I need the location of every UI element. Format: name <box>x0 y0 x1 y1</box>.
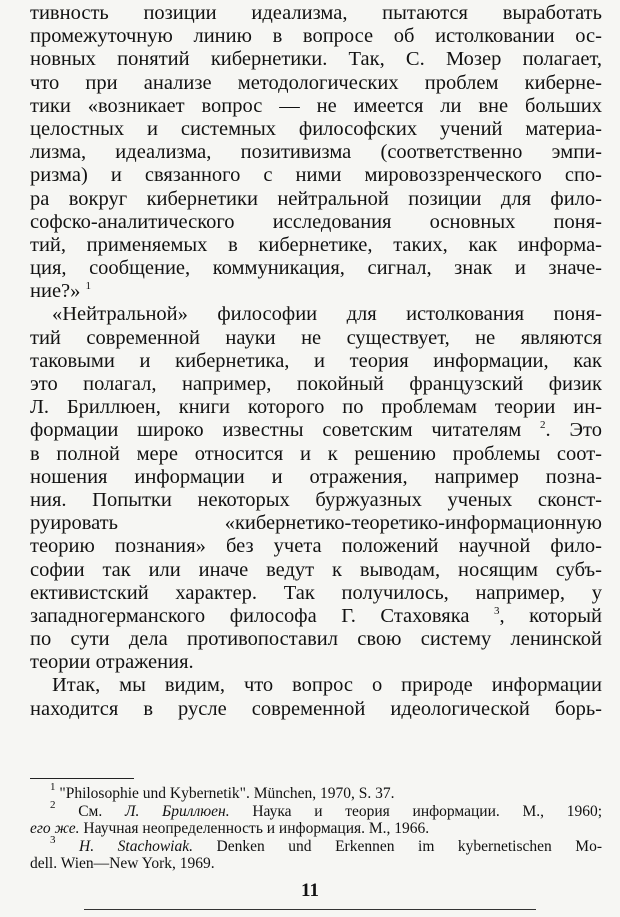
footnote-1 <box>30 781 602 803</box>
text-line: тий, применяемых в кибернетике, таких, как информа- <box>30 233 602 256</box>
footnote-ref-3: 3 <box>493 604 500 617</box>
text-line: таковыми и кибернетика, и теория информации, как <box>30 349 602 372</box>
text-line: новных понятий кибернетики. Так, С. Мозер полагает, <box>30 48 602 71</box>
text-line: что при анализе методологических проблем киберне- <box>30 71 602 94</box>
footnote-3-cont: dell. Wien—New York, 1969. <box>30 855 215 873</box>
main-text <box>30 2 602 721</box>
text-line: «Нейтральной» философии для истолкования поня- <box>52 303 602 326</box>
footnote-author: H. Stachowiak. <box>79 837 193 855</box>
line-text-tail: . Это <box>545 419 603 442</box>
line-text: западногерманского философа Г. Стаховяка <box>30 604 470 627</box>
text-line: ция, сообщение, коммуникация, сигнал, знак и значе- <box>30 257 602 280</box>
text-line: по сути дела противопоставил свою систему ленинской <box>30 628 602 651</box>
text-line: целостных и системных философских учений материа- <box>30 117 602 140</box>
footnote-text: "Philosophie und Kybernetik". München, 1970, S. 37. <box>59 785 395 802</box>
page-number: 11 <box>301 880 319 901</box>
footnote-author: Л. Бриллюен. <box>124 802 230 820</box>
text-line: руировать «кибернетико-теоретико-информационную <box>30 512 602 535</box>
line-text: формации широко известны советским читателям <box>30 419 522 442</box>
text-line: теорию познания» без учета положений научной фило- <box>30 535 602 558</box>
text-line <box>30 280 602 303</box>
footnote-text: Наука и теория информации. М., 1960; <box>252 802 603 820</box>
text-line: тики «возникает вопрос — не имеется ли вне больших <box>30 94 602 117</box>
line-text: ние?» <box>30 280 81 303</box>
text-line: находится в русле современной идеологической борь- <box>30 697 602 720</box>
footnotes <box>30 781 603 873</box>
text-line: ношения информации и отражения, например позна- <box>30 465 602 488</box>
text-line: это полагал, например, покойный французский физик <box>30 373 602 395</box>
text-line: в полной мере относится и к решению проблемы соот- <box>30 442 602 465</box>
text-line: теории отражения. <box>30 651 194 674</box>
footnote-text: Denken und Erkennen im kybernetischen Mo- <box>216 837 602 855</box>
footnote-text: Научная неопределенность и информация. М., 1966. <box>83 820 430 838</box>
bottom-divider <box>84 909 536 910</box>
text-line: софско-аналитического исследования основных поня- <box>30 210 602 233</box>
footnote-text: См. <box>78 802 103 820</box>
footnote-ref-2: 2 <box>540 419 546 432</box>
text-line: ективистский характер. Так получилось, например, у <box>30 581 602 604</box>
footnote-2-cont <box>30 820 602 838</box>
text-line: промежуточную линию в вопросе об истолковании ос- <box>30 25 602 48</box>
footnote-divider <box>30 778 134 779</box>
text-line: софии так или иначе ведут к выводам, носящим субъ- <box>30 558 602 581</box>
text-line <box>30 605 602 628</box>
footnote-number: 3 <box>50 833 56 846</box>
footnote-number: 1 <box>50 781 56 793</box>
text-line: тий современной науки не существует, не являются <box>30 326 602 349</box>
text-line: Л. Бриллюен, книги которого по проблемам теории ин- <box>30 396 602 419</box>
text-line: тивность позиции идеализма, пытаются выработать <box>30 2 602 24</box>
text-line: ния. Попытки некоторых буржуазных ученых сконст- <box>30 488 602 511</box>
footnote-ref-1: 1 <box>85 280 92 293</box>
footnote-3 <box>30 833 602 856</box>
line-text-tail: , который <box>499 604 602 627</box>
footnote-number: 2 <box>50 798 56 811</box>
footnote-2 <box>30 798 603 821</box>
text-line: ризма) и связанного с ними мировоззренческого спо- <box>30 164 602 187</box>
text-line: Итак, мы видим, что вопрос о природе информации <box>52 674 602 697</box>
text-line: лизма, идеализма, позитивизма (соответственно эмпи- <box>30 141 602 164</box>
footnote-author: его же. <box>30 820 80 838</box>
text-line <box>30 419 602 442</box>
text-line: ра вокруг кибернетики нейтральной позиции для фило- <box>30 187 602 210</box>
